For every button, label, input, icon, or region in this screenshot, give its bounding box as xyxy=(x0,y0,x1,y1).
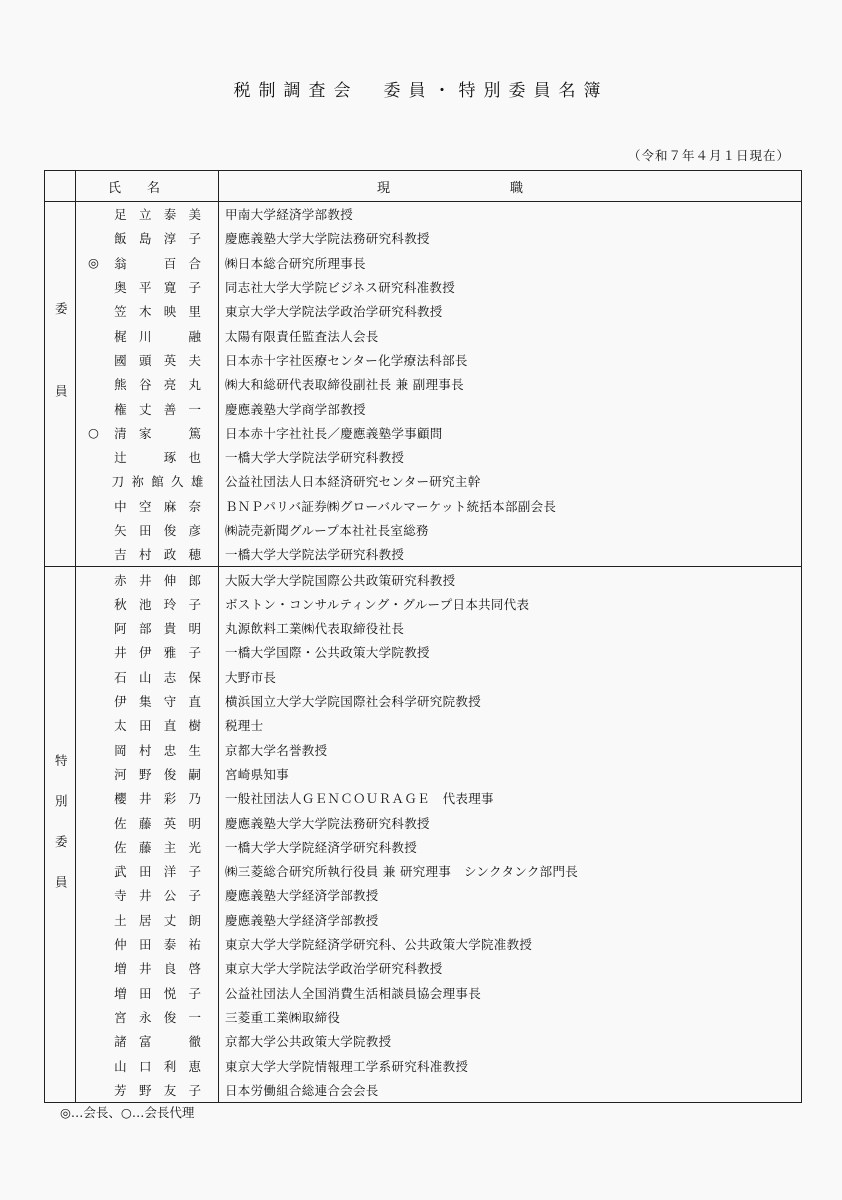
table-row xyxy=(45,689,802,713)
member-position: 大阪大学大学院国際公共政策研究科教授 xyxy=(219,567,802,592)
position-header: 現職 xyxy=(219,171,802,202)
table-row xyxy=(45,469,802,493)
table-row xyxy=(45,251,802,275)
role-mark: ○ xyxy=(88,424,99,440)
member-name: 櫻 井 彩 乃 xyxy=(114,791,202,807)
table-row xyxy=(45,202,802,227)
table-row xyxy=(45,981,802,1005)
member-position: 一般社団法人ＧＥＮＣＯＵＲＡＧＥ 代表理事 xyxy=(219,786,802,810)
member-position: 日本赤十字社社長／慶應義塾学事顧問 xyxy=(219,421,802,445)
table-row xyxy=(45,445,802,469)
member-name-cell xyxy=(76,251,219,275)
table-row xyxy=(45,835,802,859)
member-name-cell xyxy=(76,348,219,372)
member-position: 慶應義塾大学大学院法務研究科教授 xyxy=(219,226,802,250)
member-position: 一橋大学大学院法学研究科教授 xyxy=(219,445,802,469)
member-name-cell xyxy=(76,299,219,323)
member-name-cell xyxy=(76,1029,219,1053)
member-position: 一橋大学大学院法学研究科教授 xyxy=(219,542,802,567)
member-position: 東京大学大学院法学政治学研究科教授 xyxy=(219,299,802,323)
member-name: 刀 祢 館 久 雄 xyxy=(111,474,204,490)
member-name-cell xyxy=(76,518,219,542)
member-position: 公益社団法人全国消費生活相談員協会理事長 xyxy=(219,981,802,1005)
member-name: 足 立 泰 美 xyxy=(114,207,202,223)
member-name-cell xyxy=(76,981,219,1005)
member-name: 石 山 志 保 xyxy=(114,669,202,685)
member-position: ＢＮＰパリバ証券㈱グローバルマーケット統括本部副会長 xyxy=(219,494,802,518)
member-position: 慶應義塾大学経済学部教授 xyxy=(219,883,802,907)
member-name: 伊 集 守 直 xyxy=(114,694,202,710)
table-row xyxy=(45,494,802,518)
member-position: ㈱読売新聞グループ本社社長室総務 xyxy=(219,518,802,542)
member-name: 笠 木 映 里 xyxy=(114,304,202,320)
table-row xyxy=(45,665,802,689)
table-row xyxy=(45,738,802,762)
member-position: 慶應義塾大学商学部教授 xyxy=(219,396,802,420)
table-row xyxy=(45,518,802,542)
member-name: 秋 池 玲 子 xyxy=(114,596,202,612)
table-row xyxy=(45,567,802,592)
member-name-cell xyxy=(76,1005,219,1029)
member-name: 仲 田 泰 祐 xyxy=(114,937,202,953)
table-row xyxy=(45,275,802,299)
member-name-cell xyxy=(76,226,219,250)
member-position: ㈱日本総合研究所理事長 xyxy=(219,251,802,275)
member-name-cell xyxy=(76,202,219,227)
member-position: 一橋大学国際・公共政策大学院教授 xyxy=(219,640,802,664)
member-name-cell xyxy=(76,445,219,469)
role-mark: ◎ xyxy=(88,254,99,270)
member-name-cell xyxy=(76,542,219,567)
table-row xyxy=(45,640,802,664)
member-position: 京都大学公共政策大学院教授 xyxy=(219,1029,802,1053)
member-name-cell xyxy=(76,396,219,420)
member-name: 佐 藤 主 光 xyxy=(114,839,202,855)
member-position: 日本労働組合総連合会会長 xyxy=(219,1078,802,1103)
member-name-cell xyxy=(76,323,219,347)
member-name-cell xyxy=(76,932,219,956)
member-name-cell xyxy=(76,835,219,859)
member-name-cell xyxy=(76,592,219,616)
table-row xyxy=(45,323,802,347)
member-name: 佐 藤 英 明 xyxy=(114,815,202,831)
member-name: 太 田 直 樹 xyxy=(114,718,202,734)
table-row xyxy=(45,396,802,420)
member-position: ボストン・コンサルティング・グループ日本共同代表 xyxy=(219,592,802,616)
member-name-cell xyxy=(76,616,219,640)
name-header: 氏名 xyxy=(76,171,219,202)
member-name-cell xyxy=(76,908,219,932)
table-row xyxy=(45,810,802,834)
member-position: 慶應義塾大学大学院法務研究科教授 xyxy=(219,810,802,834)
member-name-cell xyxy=(76,786,219,810)
member-position: 東京大学大学院情報理工学系研究科准教授 xyxy=(219,1053,802,1077)
member-name: 飯 島 淳 子 xyxy=(114,231,202,247)
member-position: 同志社大学大学院ビジネス研究科准教授 xyxy=(219,275,802,299)
member-name: 清 家 篤 xyxy=(114,425,202,441)
table-row xyxy=(45,542,802,567)
table-row xyxy=(45,421,802,445)
table-row xyxy=(45,883,802,907)
member-name: 土 居 丈 朗 xyxy=(114,912,202,928)
member-name: 増 井 良 啓 xyxy=(114,961,202,977)
table-row xyxy=(45,372,802,396)
member-name-cell xyxy=(76,738,219,762)
member-position: 日本赤十字社医療センター化学療法科部長 xyxy=(219,348,802,372)
member-position: ㈱三菱総合研究所執行役員 兼 研究理事 シンクタンク部門長 xyxy=(219,859,802,883)
member-name: 熊 谷 亮 丸 xyxy=(114,377,202,393)
member-position: 京都大学名誉教授 xyxy=(219,738,802,762)
member-name-cell xyxy=(76,275,219,299)
table-row xyxy=(45,348,802,372)
group-label: 特別委員 xyxy=(45,567,76,1103)
member-name: 増 田 悦 子 xyxy=(114,985,202,1001)
member-name: 宮 永 俊 一 xyxy=(114,1009,202,1025)
member-name: 矢 田 俊 彦 xyxy=(114,523,202,538)
member-name: 権 丈 善 一 xyxy=(114,401,202,417)
member-position: 大野市長 xyxy=(219,665,802,689)
member-name: 山 口 利 恵 xyxy=(114,1058,202,1074)
member-name: 岡 村 忠 生 xyxy=(114,742,202,758)
member-position: 宮崎県知事 xyxy=(219,762,802,786)
member-name-cell xyxy=(76,713,219,737)
member-position: ㈱大和総研代表取締役副社長 兼 副理事長 xyxy=(219,372,802,396)
member-name-cell xyxy=(76,421,219,445)
member-name: 阿 部 貴 明 xyxy=(114,621,202,637)
table-row xyxy=(45,299,802,323)
member-position: 甲南大学経済学部教授 xyxy=(219,202,802,227)
table-row xyxy=(45,592,802,616)
member-name: 梶 川 融 xyxy=(114,328,202,344)
member-name: 諸 富 徹 xyxy=(114,1034,202,1050)
member-name-cell xyxy=(76,640,219,664)
table-row xyxy=(45,786,802,810)
member-position: 慶應義塾大学経済学部教授 xyxy=(219,908,802,932)
table-row xyxy=(45,1005,802,1029)
member-name: 井 伊 雅 子 xyxy=(114,645,202,661)
member-name: 河 野 俊 嗣 xyxy=(114,766,202,782)
member-name-cell xyxy=(76,372,219,396)
member-position: 丸源飲料工業㈱代表取締役社長 xyxy=(219,616,802,640)
member-name-cell xyxy=(76,469,219,493)
member-name: 國 頭 英 夫 xyxy=(114,352,202,368)
member-position: 東京大学大学院法学政治学研究科教授 xyxy=(219,956,802,980)
table-row xyxy=(45,932,802,956)
member-name: 吉 村 政 穂 xyxy=(114,547,202,563)
table-row xyxy=(45,616,802,640)
table-row xyxy=(45,908,802,932)
footnote: ◎…会長、○…会長代理 xyxy=(60,1105,195,1120)
member-position: 一橋大学大学院経済学研究科教授 xyxy=(219,835,802,859)
member-name-cell xyxy=(76,956,219,980)
member-position: 税理士 xyxy=(219,713,802,737)
group-header xyxy=(45,171,76,202)
member-name-cell xyxy=(76,883,219,907)
member-name: 辻 琢 也 xyxy=(114,450,202,466)
member-name: 寺 井 公 子 xyxy=(114,888,202,904)
member-name-cell xyxy=(76,494,219,518)
member-position: 公益社団法人日本経済研究センター研究主幹 xyxy=(219,469,802,493)
member-name: 赤 井 伸 郎 xyxy=(114,572,202,588)
member-name: 奥 平 寛 子 xyxy=(114,280,202,296)
table-row xyxy=(45,1053,802,1077)
member-name-cell xyxy=(76,1078,219,1103)
table-row xyxy=(45,713,802,737)
member-position: 横浜国立大学大学院国際社会科学研究院教授 xyxy=(219,689,802,713)
table-row xyxy=(45,1078,802,1103)
as-of-date: （令和７年４月１日現在） xyxy=(627,148,790,163)
member-position: 三菱重工業㈱取締役 xyxy=(219,1005,802,1029)
member-name-cell xyxy=(76,762,219,786)
member-name-cell xyxy=(76,665,219,689)
page-title: 税制調査会 委員・特別委員名簿 xyxy=(233,81,609,101)
member-table xyxy=(44,170,802,1103)
member-position: 東京大学大学院経済学研究科、公共政策大学院准教授 xyxy=(219,932,802,956)
member-name-cell xyxy=(76,567,219,592)
member-name: 翁 百 合 xyxy=(114,255,202,271)
member-name-cell xyxy=(76,859,219,883)
member-position: 太陽有限責任監査法人会長 xyxy=(219,323,802,347)
member-name-cell xyxy=(76,810,219,834)
table-row xyxy=(45,859,802,883)
member-name: 中 空 麻 奈 xyxy=(114,498,202,514)
group-label: 委員 xyxy=(45,202,76,567)
member-name-cell xyxy=(76,689,219,713)
table-row xyxy=(45,956,802,980)
table-row xyxy=(45,762,802,786)
table-row xyxy=(45,1029,802,1053)
member-name-cell xyxy=(76,1053,219,1077)
table-row xyxy=(45,226,802,250)
member-name: 芳 野 友 子 xyxy=(114,1082,202,1098)
member-name: 武 田 洋 子 xyxy=(114,864,202,880)
